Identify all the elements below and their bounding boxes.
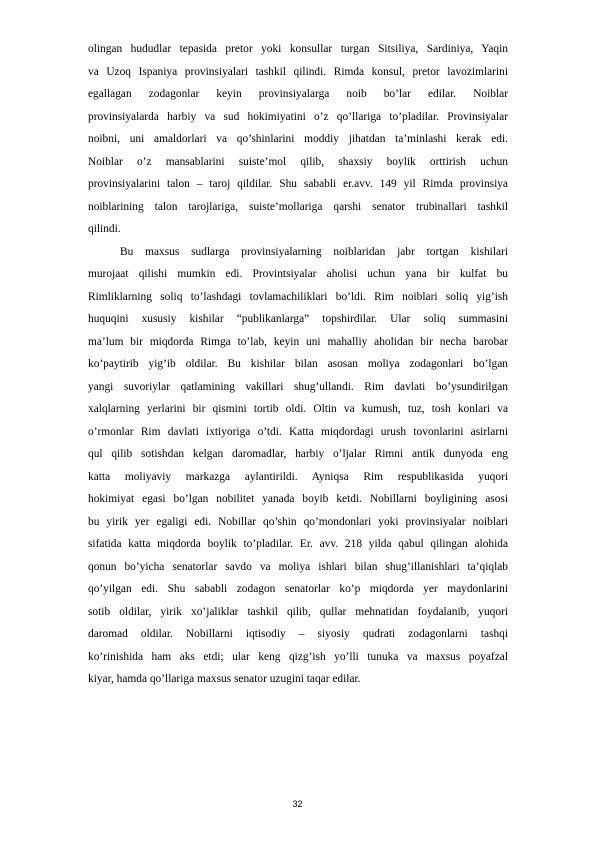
text-line: huquqini xususiy kishilar “publikanlarga” topshirdilar. Ular soliq summasini xyxy=(88,313,508,325)
paragraph-1 xyxy=(88,38,508,241)
text-line: noibni, uni amaldorlari va qo’shinlarini moddiy jihatdan ta’minlashi kerak edi. xyxy=(88,133,508,145)
text-line: provinsiyalarini talon – taroj qildilar. Shu sababli er.avv. 149 yil Rimda provinsiya xyxy=(88,178,508,190)
paragraph-2 xyxy=(88,241,508,691)
text-line: hokimiyat egasi bo’lgan nobilitet yanada boyib ketdi. Nobillarni boyligining asosi xyxy=(88,493,508,505)
text-line: va Uzoq Ispaniya provinsiyalari tashkil qilindi. Rimda konsul, pretor lavozimlarini xyxy=(88,65,508,78)
text-line: provinsiyalarda harbiy va sud hokimiyatini o’z qo’llariga to’pladilar. Provinsiyalar xyxy=(88,110,508,123)
text-line: xalqlarning yerlarini bir qismini tortib oldi. Oltin va kumush, tuz, tosh konlari va xyxy=(88,403,508,415)
text-line: kiyar, hamda qo’llariga maxsus senator uzugini taqar edilar. xyxy=(88,673,361,685)
text-line: katta moliyaviy markazga aylantirildi. Ayniqsa Rim respublikasida yuqori xyxy=(88,470,508,483)
text-line: ma’lum bir miqdorda Rimga to’lab, keyin uni mahalliy aholidan bir necha barobar xyxy=(88,335,508,348)
text-line: qonun bo’yicha senatorlar savdo va moliya ishlari bilan shug’illanishlari ta’qiqlab xyxy=(88,560,508,573)
text-line: ko’rinishida ham aks etdi; ular keng qizg’ish yo’lli tunuka va maxsus poyafzal xyxy=(88,650,508,663)
text-line: sifatida katta miqdorda boylik to’pladilar. Er. avv. 218 yilda qabul qilingan alohida xyxy=(88,538,508,550)
text-line: bu yirik yer egaligi edi. Nobillar qo’shin qo’mondonlari yoki provinsiyalar noiblari xyxy=(88,515,508,528)
text-line: sotib oldilar, yirik xo’jaliklar tashkil qilib, qullar mehnatidan foydalanib, yuqori xyxy=(88,605,508,618)
text-line: qilindi. xyxy=(88,223,121,235)
text-line: Rimliklarning soliq to’lashdagi tovlamachiliklari bo’ldi. Rim noiblari soliq yig’ish xyxy=(88,290,508,303)
text-line: olingan hududlar tepasida pretor yoki konsullar turgan Sitsiliya, Sardiniya, Yaqin xyxy=(88,43,508,55)
text-line: daromad oldilar. Nobillarni iqtisodiy – siyosiy qudrati zodagonlarni tashqi xyxy=(88,628,508,640)
text-line: noiblarining talon tarojlariga, suiste’mollariga qarshi senator trubinallari tashkil xyxy=(88,200,508,213)
text-line: o’rmonlar Rim davlati ixtiyoriga o’tdi. Katta miqdordagi urush tovonlarini asirlarni xyxy=(88,425,508,438)
document-page xyxy=(88,38,508,691)
page-number: 32 xyxy=(292,799,303,809)
text-line: qo’yilgan edi. Shu sababli zodagon senatorlar ko’p miqdorda yer maydonlarini xyxy=(88,583,508,595)
text-line: ko’paytirib yig’ib oldilar. Bu kishilar bilan asosan moliya zodagonlari bo’lgan xyxy=(88,358,508,370)
text-line: egallagan zodagonlar keyin provinsiyalarga noib bo’lar edilar. Noiblar xyxy=(88,88,508,100)
text-line: qul qilib sotishdan kelgan daromadlar, harbiy o’ljalar Rimni antik dunyoda eng xyxy=(88,448,508,460)
text-line: murojaat qilishi mumkin edi. Provintsiyalar aholisi uchun yana bir kulfat bu xyxy=(88,268,508,280)
text-line: Bu maxsus sudlarga provinsiyalarning noiblaridan jabr tortgan kishilari xyxy=(120,245,508,258)
text-line: yangi suvoriylar qatlamining vakillari shug’ullandi. Rim davlati bo’ysundirilgan xyxy=(88,380,508,393)
text-line: Noiblar o’z mansablarini suiste’mol qilib, shaxsiy boylik orttirish uchun xyxy=(88,155,508,168)
